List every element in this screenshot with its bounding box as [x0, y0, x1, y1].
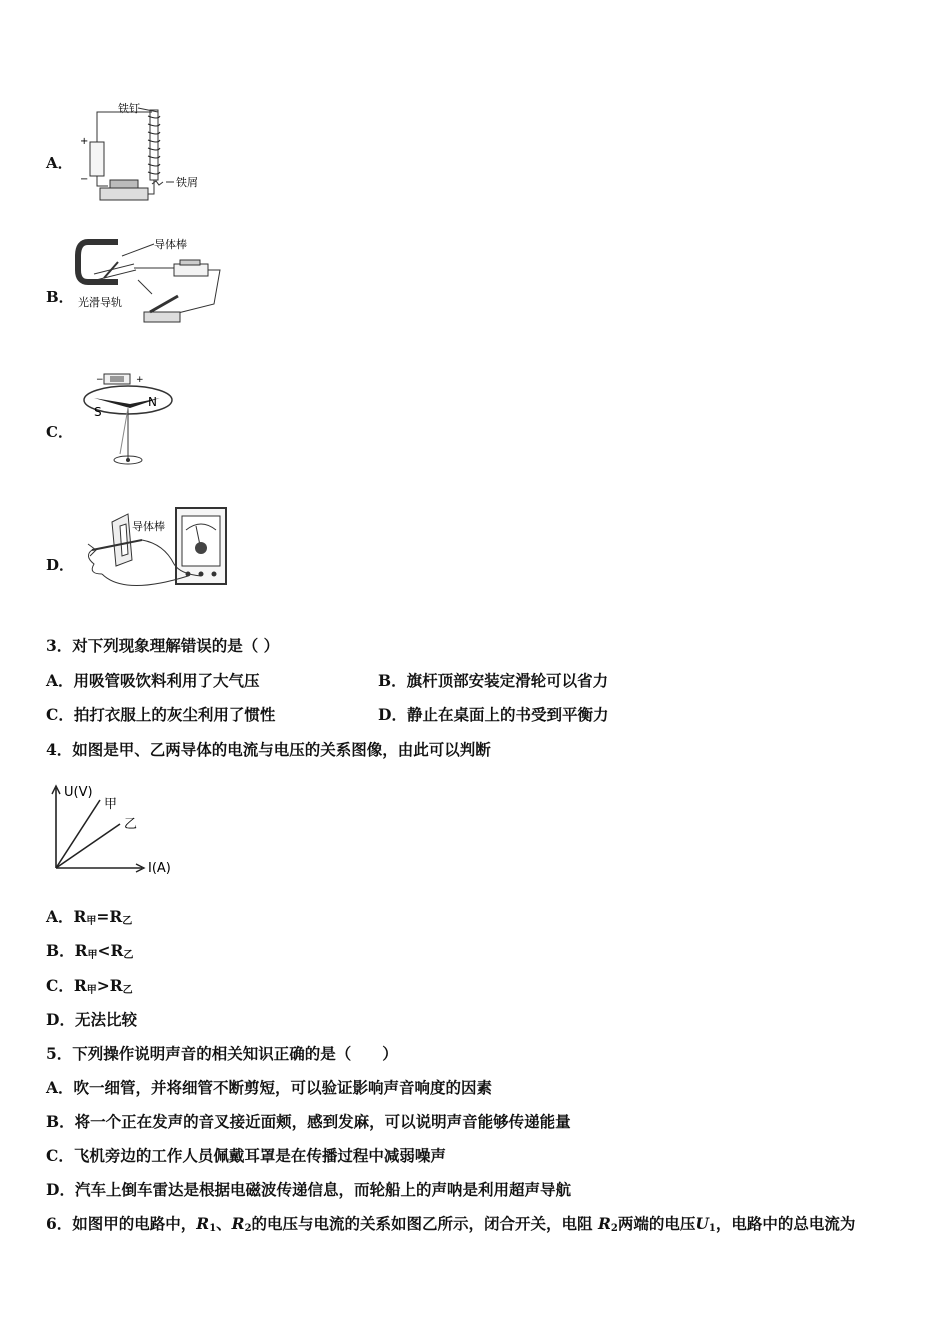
option-b-label: B． [46, 288, 74, 306]
conductor-rail-figure [74, 234, 224, 333]
electromagnet-figure [74, 98, 214, 212]
svg-text:−: − [80, 174, 89, 185]
fig-text-s-pole: S [94, 405, 102, 419]
svg-text:−: − [96, 375, 104, 385]
svg-text:+: + [80, 136, 89, 147]
q4-option-b: B．$R_甲<R_乙$ [46, 941, 134, 961]
fig-text-conductor-rod-d: 导体棒 [132, 520, 165, 533]
compass-magnet-figure [80, 368, 180, 476]
q3-option-c: C．拍打衣服上的灰尘利用了惯性 [46, 705, 276, 724]
q5-option-d: D．汽车上倒车雷达是根据电磁波传递信息，而轮船上的声呐是利用超声导航 [46, 1180, 571, 1199]
q3-option-a: A．用吸管吸饮料利用了大气压 [46, 671, 260, 690]
q4-stem: 4．如图是甲、乙两导体的电流与电压的关系图像，由此可以判断 [46, 740, 491, 759]
x-axis-label: I(A) [148, 861, 171, 876]
line-jia [56, 800, 100, 868]
option-c-label: C． [46, 423, 73, 441]
svg-text:+: + [136, 375, 144, 385]
galvanometer-figure [84, 504, 234, 600]
option-d-label: D． [46, 556, 75, 574]
option-a-label: A． [46, 154, 73, 172]
line-yi [56, 824, 120, 868]
q3-option-d: D．静止在桌面上的书受到平衡力 [378, 705, 609, 724]
y-axis-label: U(V) [64, 785, 93, 800]
q3-stem: 3．对下列现象理解错误的是（ ） [46, 636, 280, 655]
q5-option-c: C．飞机旁边的工作人员佩戴耳罩是在传播过程中减弱噪声 [46, 1146, 446, 1165]
q5-stem: 5．下列操作说明声音的相关知识正确的是（ ） [46, 1044, 398, 1063]
fig-text-iron-filings: 铁屑 [176, 176, 198, 189]
fig-text-iron-nail: 铁钉 [118, 102, 140, 115]
q4-option-d: D．无法比较 [46, 1010, 137, 1029]
ui-graph [40, 780, 190, 888]
fig-text-conductor-rod: 导体棒 [154, 238, 187, 251]
q6-stem: 6．如图甲的电路中，$R_1$、$R_2$的电压与电流的关系如图乙所示，闭合开关，电阻 $R_2$两端的电压$U_1$，电路中的总电流为 [46, 1214, 856, 1234]
q3-option-b: B．旗杆顶部安装定滑轮可以省力 [378, 671, 609, 690]
fig-text-smooth-rails: 光滑导轨 [78, 296, 122, 309]
q5-option-b: B．将一个正在发声的音叉接近面颊，感到发麻，可以说明声音能够传递能量 [46, 1112, 571, 1131]
line-yi-label: 乙 [124, 817, 138, 832]
q5-option-a: A．吹一细管，并将细管不断剪短，可以验证影响声音响度的因素 [46, 1078, 493, 1097]
q4-option-a: A．$R_甲=R_乙$ [46, 907, 133, 927]
line-jia-label: 甲 [104, 797, 118, 812]
fig-text-n-pole: N [148, 395, 157, 409]
q4-option-c: C．$R_甲>R_乙$ [46, 976, 133, 996]
